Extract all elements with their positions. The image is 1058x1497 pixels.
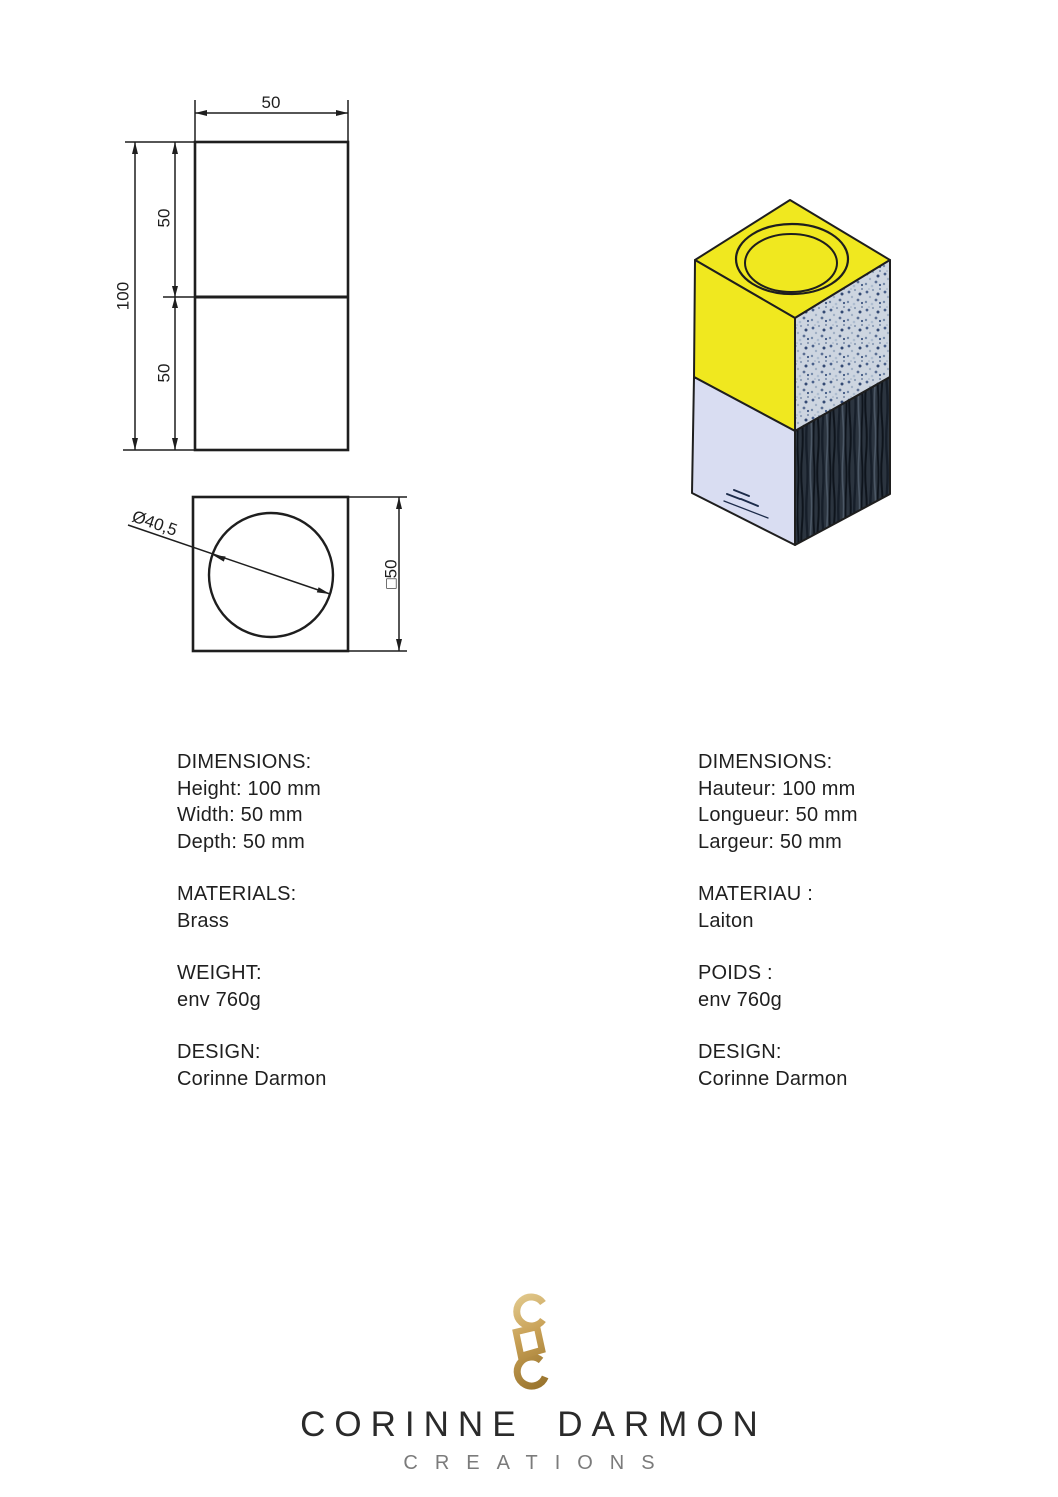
front-view-drawing — [95, 90, 425, 465]
spec-heading: MATERIALS: — [177, 883, 297, 905]
spec-group-materials-en — [177, 881, 327, 934]
top-view-drawing — [105, 485, 425, 675]
front-view-object-lines — [195, 142, 348, 450]
spec-line: Corinne Darmon — [698, 1067, 848, 1090]
spec-group-weight-en — [177, 960, 327, 1013]
spec-line: Corinne Darmon — [177, 1067, 327, 1090]
specs-french — [698, 749, 858, 1118]
isometric-render — [655, 175, 925, 575]
front-view-dimension-lines — [123, 100, 348, 450]
spec-group-dimensions-fr — [698, 749, 858, 855]
spec-group-dimensions-en — [177, 749, 327, 855]
spec-heading: DIMENSIONS: — [698, 751, 833, 773]
spec-line: Width: 50 mm — [177, 804, 303, 826]
spec-group-weight-fr — [698, 960, 858, 1013]
brand-wordmark: CORINNE DARMON — [300, 1405, 767, 1444]
front-view-arrowheads — [132, 110, 348, 450]
spec-group-design-fr — [698, 1039, 858, 1092]
brand-subtitle: CREATIONS — [403, 1452, 672, 1474]
spec-heading: DESIGN: — [698, 1041, 782, 1063]
monogram-top-c — [517, 1297, 543, 1326]
spec-heading: WEIGHT: — [177, 962, 262, 984]
spec-line: Brass — [177, 909, 230, 932]
monogram-middle-link — [516, 1327, 542, 1356]
spec-group-design-en — [177, 1039, 327, 1092]
spec-group-material-fr — [698, 881, 858, 934]
front-width-dim-label: 50 — [261, 93, 281, 112]
spec-line: Laiton — [698, 909, 754, 932]
front-upper-section-dim-label: 50 — [154, 208, 174, 228]
spec-line: Height: 100 mm — [177, 777, 321, 800]
spec-line: Longueur: 50 mm — [698, 804, 858, 826]
spec-line: env 760g — [698, 988, 782, 1011]
front-lower-section-dim-label: 50 — [154, 363, 174, 383]
front-height-dim-label: 100 — [113, 281, 133, 311]
brand-monogram-icon — [492, 1290, 564, 1394]
specs-english — [177, 749, 327, 1118]
spec-heading: POIDS : — [698, 962, 773, 984]
spec-line: env 760g — [177, 988, 261, 1011]
spec-line: Depth: 50 mm — [177, 830, 306, 853]
spec-heading: DIMENSIONS: — [177, 751, 312, 773]
spec-heading: DESIGN: — [177, 1041, 261, 1063]
spec-line: Hauteur: 100 mm — [698, 777, 856, 800]
square-side-dim-label: □50 — [381, 559, 401, 589]
spec-line: Largeur: 50 mm — [698, 830, 842, 853]
hole-diameter-dim-label: Ø40,5 — [129, 506, 180, 540]
spec-heading: MATERIAU : — [698, 883, 813, 905]
